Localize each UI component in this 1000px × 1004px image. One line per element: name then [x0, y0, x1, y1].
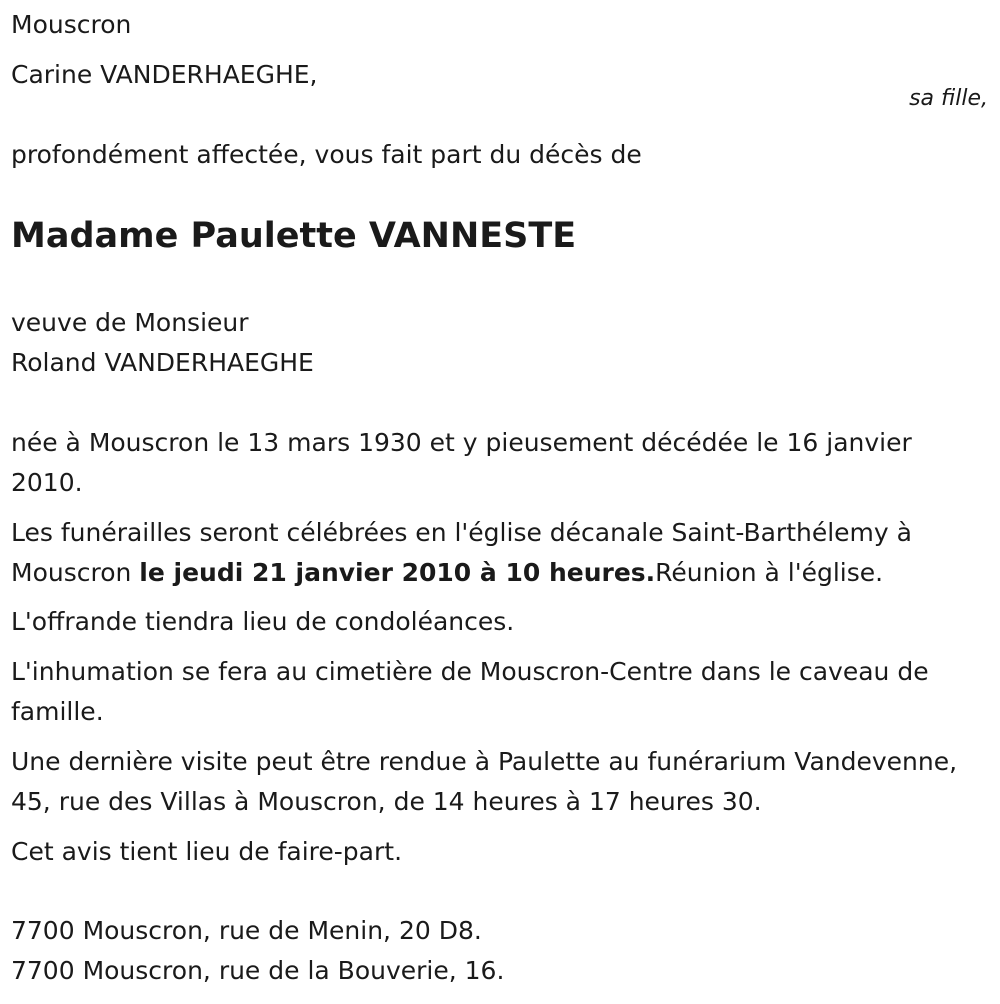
header-city: Mouscron — [11, 10, 132, 39]
burial-paragraph: L'inhumation se fera au cimetière de Mouscron-Centre dans le caveau de famille. — [11, 657, 929, 726]
address-line-1: 7700 Mouscron, rue de Menin, 20 D8. — [11, 916, 482, 945]
address-line-2: 7700 Mouscron, rue de la Bouverie, 16. — [11, 956, 505, 985]
relative-name: Carine VANDERHAEGHE, — [11, 60, 318, 89]
deceased-name: Madame Paulette VANNESTE — [11, 216, 577, 256]
widow-line-2: Roland VANDERHAEGHE — [11, 348, 314, 377]
funeral-text-after: Réunion à l'église. — [655, 558, 884, 587]
birth-death-paragraph: née à Mouscron le 13 mars 1930 et y pieusement décédée le 16 janvier 2010. — [11, 428, 912, 497]
funeral-paragraph — [11, 513, 991, 593]
notice-paragraph: Cet avis tient lieu de faire-part. — [11, 837, 403, 866]
funeral-date-bold: le jeudi 21 janvier 2010 à 10 heures. — [139, 558, 656, 587]
widow-line-1: veuve de Monsieur — [11, 308, 249, 337]
intro-text: profondément affectée, vous fait part du décès de — [11, 140, 642, 169]
visit-paragraph: Une dernière visite peut être rendue à Paulette au funérarium Vandevenne, 45, rue des Villas à Mouscron, de 14 heures à 17 heures 30. — [11, 747, 958, 816]
relation-label: sa fille, — [909, 86, 988, 111]
funeral-text-before: Les funérailles seront célébrées en l'église décanale Saint-Barthélemy à Mouscron — [11, 518, 912, 587]
offering-paragraph: L'offrande tiendra lieu de condoléances. — [11, 607, 515, 636]
